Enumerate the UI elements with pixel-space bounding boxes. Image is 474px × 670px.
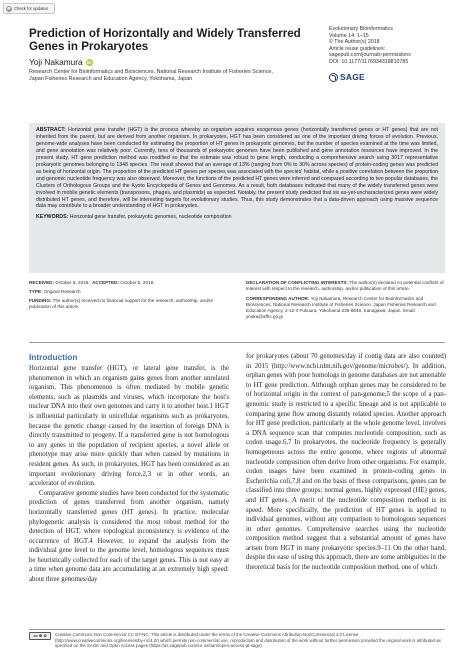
publisher-name: SAGE: [340, 72, 365, 82]
footer-divider: [29, 629, 445, 630]
author-line: [29, 57, 93, 67]
journal-volume: Volume 14: 1–15: [329, 32, 369, 39]
received-date: October 5, 2018.: [55, 280, 90, 285]
update-check-icon: [6, 6, 12, 12]
corresponding-label: CORRESPONDING AUTHOR:: [246, 296, 310, 301]
article-meta-right: [246, 280, 446, 324]
journal-reuse-label: Article reuse guidelines:: [329, 45, 386, 52]
journal-copyright: © The Author(s) 2018: [329, 39, 380, 46]
journal-permissions-link[interactable]: sagepub.com/journals-permissions: [329, 52, 411, 59]
orcid-icon[interactable]: iD: [86, 59, 92, 65]
author-name: Yoji Nakamura: [29, 57, 83, 67]
type-line: [29, 289, 234, 295]
type-label: TYPE:: [29, 289, 43, 294]
journal-name: Evolutionary Bioinformatics: [329, 26, 393, 32]
body-paragraph: Horizontal gene transfer (HGT), or lateral gene transfer, is the phenomenon in which an organism gains genes from another unrelated organism. This phenomenon is often mediated by mobile genetic elements, such as plasmids and viruses, which incorporate the host's nuclear DNA into their own genomes and carry it to another host.1 HGT is influential particularly in unicellular organisms such as prokaryotes, because the genetic change caused by the insertion of foreign DNA is directly transmitted to progeny. If a transferred gene is not homologous to any genes in the population of recipient species, a novel allele or phenotype may arise more quickly than when caused by mutations in resident genes. As such, in prokaryotes, HGT has been considered as an important evolutionary driving force,2,3 or in other words, an accelerator of evolution.: [29, 365, 229, 488]
author-affiliation: Research Center for Bioinformatics and Biosciences, National Research Institute of Fisheries Science, Japan Fisheries Research and Education Agency, Yokohama, Japan: [29, 69, 273, 83]
received-label: RECEIVED:: [29, 280, 55, 285]
accepted-date: October 5, 2018.: [120, 280, 155, 285]
funding-label: FUNDING:: [29, 298, 52, 303]
body-paragraph: for prokaryotes (about 70 genomes/day if contig data are also counted) in 2015 (http://www.ncbi.nlm.nih.gov/genome/microbes/). In addition, orphan genes with poor homologs in genome databases are not amenable to HT gene prediction. Although orphan genes may be considered to be of horizontal origin in the context of pan-genome,5 the scope of a pan-genomic study is restricted to a specific lineage and is not applicable to comparing gene flow among distantly related species. Another approach for HT gene prediction, particularly at the whole genome level, involves a DNA sequence scan that computes nucleotide composition, such as codon usage.6,7 In prokaryotes, the nucleotide frequency is generally homogeneous across the entire genome, where regions of abnormal nucleotide composition often derive from other organisms. For example, codon usages have been examined in protein-coding genes in Escherichia coli,7,8 and on the basis of these comparisons, genes can be classified into three groups: normal genes, highly expressed (HE) genes, and HT genes. A merit of the nucleotide composition method is its speed. More specifically, the prediction of HT genes is applied to individual genomes, without any comparison to homologous sequences in other genomes. Comprehensive searches using the nucleotide composition method suggest that a substantial amount of genes have arisen from HGT in many prokaryotic species.9–11 On the other hand, despite the ease of using this approach, there are some ambiguities in the theoretical basis for the nucleotide composition method, one of which: [246, 353, 446, 572]
funding-line: [29, 298, 234, 310]
article-type: Original Research: [43, 289, 81, 294]
body-paragraph: Comparative genome studies have been conducted for the systematic prediction of genes transferred from another organism, namely horizontally transferred genes (HT genes). In practice, molecular phylogenetic analysis is considered the most robust method for the detection of HGT, where topological inconsistency is evidence of the occurrence of HGT.4 However, to expand the analysis from the individual gene level to the genome level, homologous sequences must be heuristically collected for each of the target genes. This is not easy at a time when genome data are accumulating at an extremely high speed: about three genomes/day: [29, 489, 229, 584]
license-footer: [29, 632, 445, 649]
check-for-updates-badge[interactable]: [3, 3, 55, 14]
badge-label: Check for updates: [14, 6, 48, 11]
keywords-label: KEYWORDS:: [36, 214, 69, 221]
publisher-logo: [329, 72, 365, 82]
abstract-text: Horizontal gene transfer (HGT) is the process whereby an organism acquires exogenous genes (horizontally transferred genes or HT genes) that are not inherited from the parent, but are derived from another organism. In prokaryotes, HGT has been considered as one of the important driving forces of evolution. Previous, genome-wide analyses have been conducted for estimating the proportion of HT genes in prokaryotic genomes, but the number of species examined at the time was limited, and gene annotation was relatively poor. Currently, tens of thousands of prokaryotic genomes have been published and gene annotation resources have improved. In the present study, HT gene prediction method was modified so that the estimate was robust to gene length, conducting a comprehensive search using 3017 representative prokaryotic genomes belonging to 1348 species. The result showed that an average of 13% (ranging from 0% to 30% across species) of protein-coding genes was predicted as being of horizontal origin. The proportion of the predicted HT genes per species was associated with the species' habitat, while a positive correlation between the proportion and genomic nucleotide frequency was also observed. Moreover, the functions of the predicted HT genes were inferred and compared according to two popular databases, the Clusters of Orthologous Groups and the Kyoto Encyclopedia of Genes and Genomes. As a result, both databases indicated that many of the widely transferred genes were involved in mobile genetic elements (transposons, phages, and plasmids) as expected. Notably, the present study predicted that six as-yet-uncharacterized genes were widely distributed HT genes, and therefore, will be interesting targets for evolutionary studies. Thus, this study demonstrates that a data-driven approach using massive sequence data may contribute to a broader understanding of HGT in prokaryotes.: [36, 127, 439, 210]
abstract-paragraph: [36, 127, 438, 210]
journal-info: [329, 26, 459, 66]
article-title: Prediction of Horizontally and Widely Transferred Genes in Prokaryotes: [29, 27, 301, 53]
body-column-right: [246, 352, 446, 573]
creative-commons-icon[interactable]: cc ⊕ ⊜: [29, 632, 51, 640]
keywords-paragraph: [36, 214, 438, 221]
section-divider: [29, 342, 445, 343]
license-text: Creative Commons Non Commercial CC BY-NC: This article is distributed under the terms of the Creative Commons Attribution-NonCommercial 4.0 License (http://www.creativecommons.org/licenses/by-nc/4.0/) which permits non-commercial use, reproduction and distribution of the work without further permission provided the original work is attributed as specified on the SAGE and Open Access pages (https://us.sagepub.com/en-us/nam/open-access-at-sage).: [55, 632, 441, 649]
accepted-label: ACCEPTED:: [92, 280, 119, 285]
keywords-text: Horizontal gene transfer, prokaryotic genomes, nucleotide composition: [69, 214, 232, 221]
conflict-label: DECLARATION OF CONFLICTING INTERESTS:: [246, 280, 348, 285]
section-heading-introduction: Introduction: [29, 352, 78, 362]
conflict-text: The author(s) declared no potential conflicts of interest with respect to the research, authorship, and/or publication of this article.: [246, 280, 444, 291]
corresponding-text: Yoji Nakamura, Research Center for Bioinformatics and Biosciences, National Research Institute of Fisheries Science, Japan Fisheries Research and Education Agency, 2-12-4 Fukuura, Yokohama 236-8648, Kanagawa, Japan. Email: ynaka@affrc.go.jp: [246, 296, 436, 319]
abstract-label: ABSTRACT:: [36, 127, 66, 133]
body-column-left: [29, 352, 229, 585]
abstract-box: [29, 123, 445, 273]
article-meta-left: [29, 280, 234, 313]
journal-doi[interactable]: DOI: 10.1177/1176934318810785: [329, 58, 409, 65]
dates-line: [29, 280, 234, 286]
sage-logo-icon: [329, 73, 338, 82]
corresponding-line: [246, 296, 446, 320]
funding-text: The author(s) received no financial support for the research, authorship, and/or publication of this article.: [29, 298, 214, 309]
conflict-line: [246, 280, 446, 292]
